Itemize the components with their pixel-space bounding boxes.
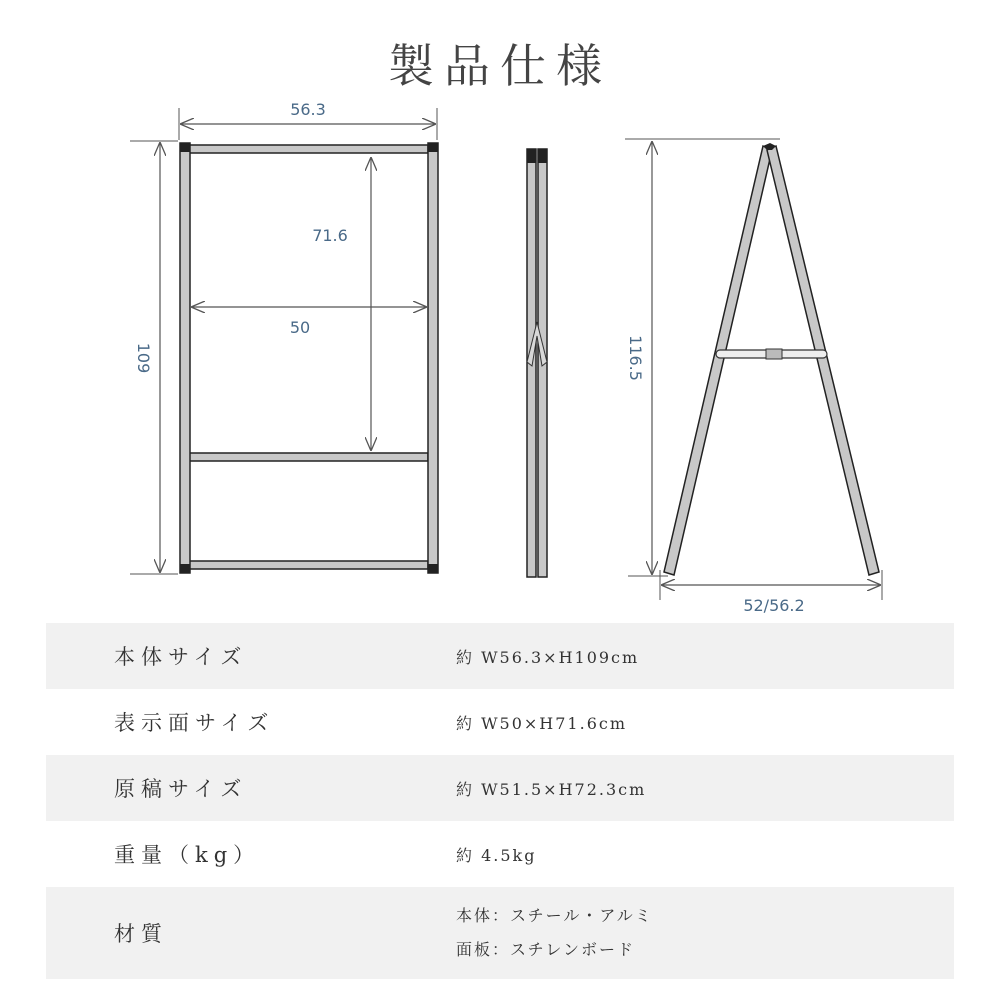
bottom-rail bbox=[189, 561, 428, 569]
right-post bbox=[428, 143, 438, 573]
display-width-label: 50 bbox=[289, 318, 311, 337]
right-cap bbox=[428, 143, 438, 152]
page-title: 製品仕様 bbox=[388, 39, 612, 93]
side-view bbox=[527, 149, 547, 577]
spec-value: 約 W51.5×H72.3cm bbox=[456, 779, 647, 799]
base-width-label: 52/56.2 bbox=[743, 596, 805, 615]
side-cap-left bbox=[527, 149, 536, 163]
spec-label: 表示面サイズ bbox=[114, 711, 275, 735]
spec-label: 本体サイズ bbox=[114, 645, 248, 669]
left-foot bbox=[180, 564, 190, 573]
right-foot bbox=[428, 564, 438, 573]
material-line-panel: 面板：スチレンボード bbox=[456, 940, 635, 959]
spec-row-original-size bbox=[46, 755, 954, 821]
spec-row-body-size bbox=[46, 623, 954, 689]
spec-value: 約 W50×H71.6cm bbox=[456, 713, 628, 733]
side-cap-right bbox=[538, 149, 547, 163]
front-view bbox=[130, 100, 438, 574]
spec-label: 材質 bbox=[114, 922, 168, 946]
right-leg bbox=[767, 146, 879, 575]
open-view bbox=[625, 139, 882, 615]
spec-row-material bbox=[46, 887, 954, 979]
left-cap bbox=[180, 143, 190, 152]
spec-value-lines bbox=[456, 899, 653, 967]
display-height-label: 71.6 bbox=[312, 226, 348, 245]
middle-rail bbox=[189, 453, 428, 461]
left-leg bbox=[664, 146, 772, 575]
open-height-label: 116.5 bbox=[626, 335, 645, 381]
spec-value: 約 4.5kg bbox=[456, 845, 537, 865]
spreader-clip bbox=[766, 349, 782, 359]
front-width-label: 56.3 bbox=[290, 100, 326, 119]
spec-label: 重量（kg） bbox=[114, 843, 261, 867]
top-rail bbox=[189, 145, 428, 153]
spec-row-weight bbox=[46, 821, 954, 887]
left-post bbox=[180, 143, 190, 573]
front-height-label: 109 bbox=[134, 342, 153, 374]
material-line-body: 本体：スチール・アルミ bbox=[456, 906, 653, 925]
spec-label: 原稿サイズ bbox=[114, 777, 248, 801]
spec-row-display-size bbox=[46, 689, 954, 755]
spec-value: 約 W56.3×H109cm bbox=[456, 647, 640, 667]
